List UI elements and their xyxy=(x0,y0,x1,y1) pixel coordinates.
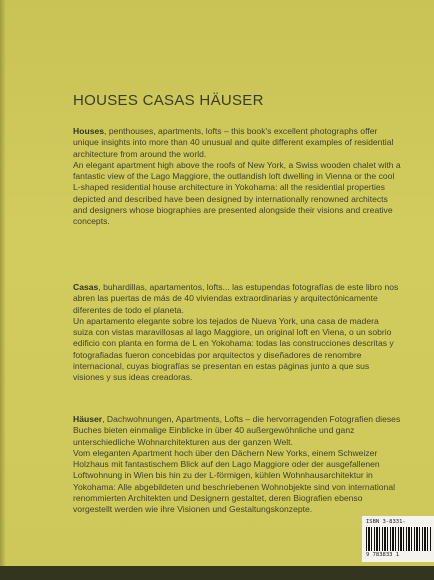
german-section xyxy=(73,414,401,516)
spine-shadow xyxy=(0,0,6,580)
english-lead-word: Houses xyxy=(73,126,105,136)
spanish-section xyxy=(73,282,401,384)
spanish-lead-word: Casas xyxy=(73,282,99,292)
german-body-paragraph: Vom eleganten Apartment hoch über den Dächern New Yorks, einem Schweizer Holzhaus mit fantastischem Blick auf den Lago Maggiore oder der ausgefallenen Loftwohnung in Wien bis hin zu der L-förmigen, kühlen Wohnhausarchitektur in Yokohama: Alle abgebildeten und beschriebenen Wohnobjekte sind von international renommierten Architekten und Designern gestaltet, deren Biografien ebenso vorgestellt werden wie ihre Visionen und Gestaltungskonzepte. xyxy=(73,447,396,515)
german-lead-word: Häuser xyxy=(73,414,103,424)
barcode-label xyxy=(362,516,434,562)
german-intro-paragraph xyxy=(73,414,401,448)
bottom-strip xyxy=(0,566,434,580)
isbn-text: ISBN 3-8331- xyxy=(366,519,406,525)
english-intro-text: , penthouses, apartments, lofts – this book's excellent photographs offer unique insights into more than 40 unusual and quite different examples of residential architecture from around the world. xyxy=(73,126,394,159)
spanish-body-paragraph: Un apartamento elegante sobre los tejados de Nueva York, una casa de madera suiza con vistas maravillosas al lago Maggiore, un original loft en Viena, o un sobrio edificio con planta en forma de L en Yokohama: todas las construcciones descritas y fotografiadas fueron concebidas por arquitectos y diseñadores de renombre internacional, cuyas biografías se presentan en estas páginas junto a que sus visiones y sus ideas creadoras. xyxy=(73,315,394,383)
spanish-intro-paragraph xyxy=(73,282,401,316)
english-section xyxy=(73,126,401,228)
spanish-intro-text: , buhardillas, apartamentos, lofts... las estupendas fotografías de este libro nos abren las puertas de más de 40 viviendas extraordinarias y arquitectónicamente diferentes de todo el planeta. xyxy=(73,282,399,315)
english-body-paragraph: An elegant apartment high above the roofs of New York, a Swiss wooden chalet with a fantastic view of the Lago Maggiore, the outlandish loft dwelling in Vienna or the cool L-shaped residential house architecture in Yokohama: all the residential properties depicted and described have been designed by internationally renowned architects and designers whose biographies are presented alongside their visions and creative concepts. xyxy=(73,159,401,227)
barcode-bars xyxy=(366,527,432,551)
english-intro-paragraph xyxy=(73,126,401,160)
german-intro-text: , Dachwohnungen, Apartments, Lofts – die hervorragenden Fotografien dieses Buches bieten einmalige Einblicke in über 40 außergewöhnliche und ganz unterschiedliche Wohnarchitekturen aus der ganzen Welt. xyxy=(73,414,401,447)
barcode-number: 9 783833 1 xyxy=(366,552,400,558)
page-title: HOUSES CASAS HÄUSER xyxy=(73,92,264,109)
